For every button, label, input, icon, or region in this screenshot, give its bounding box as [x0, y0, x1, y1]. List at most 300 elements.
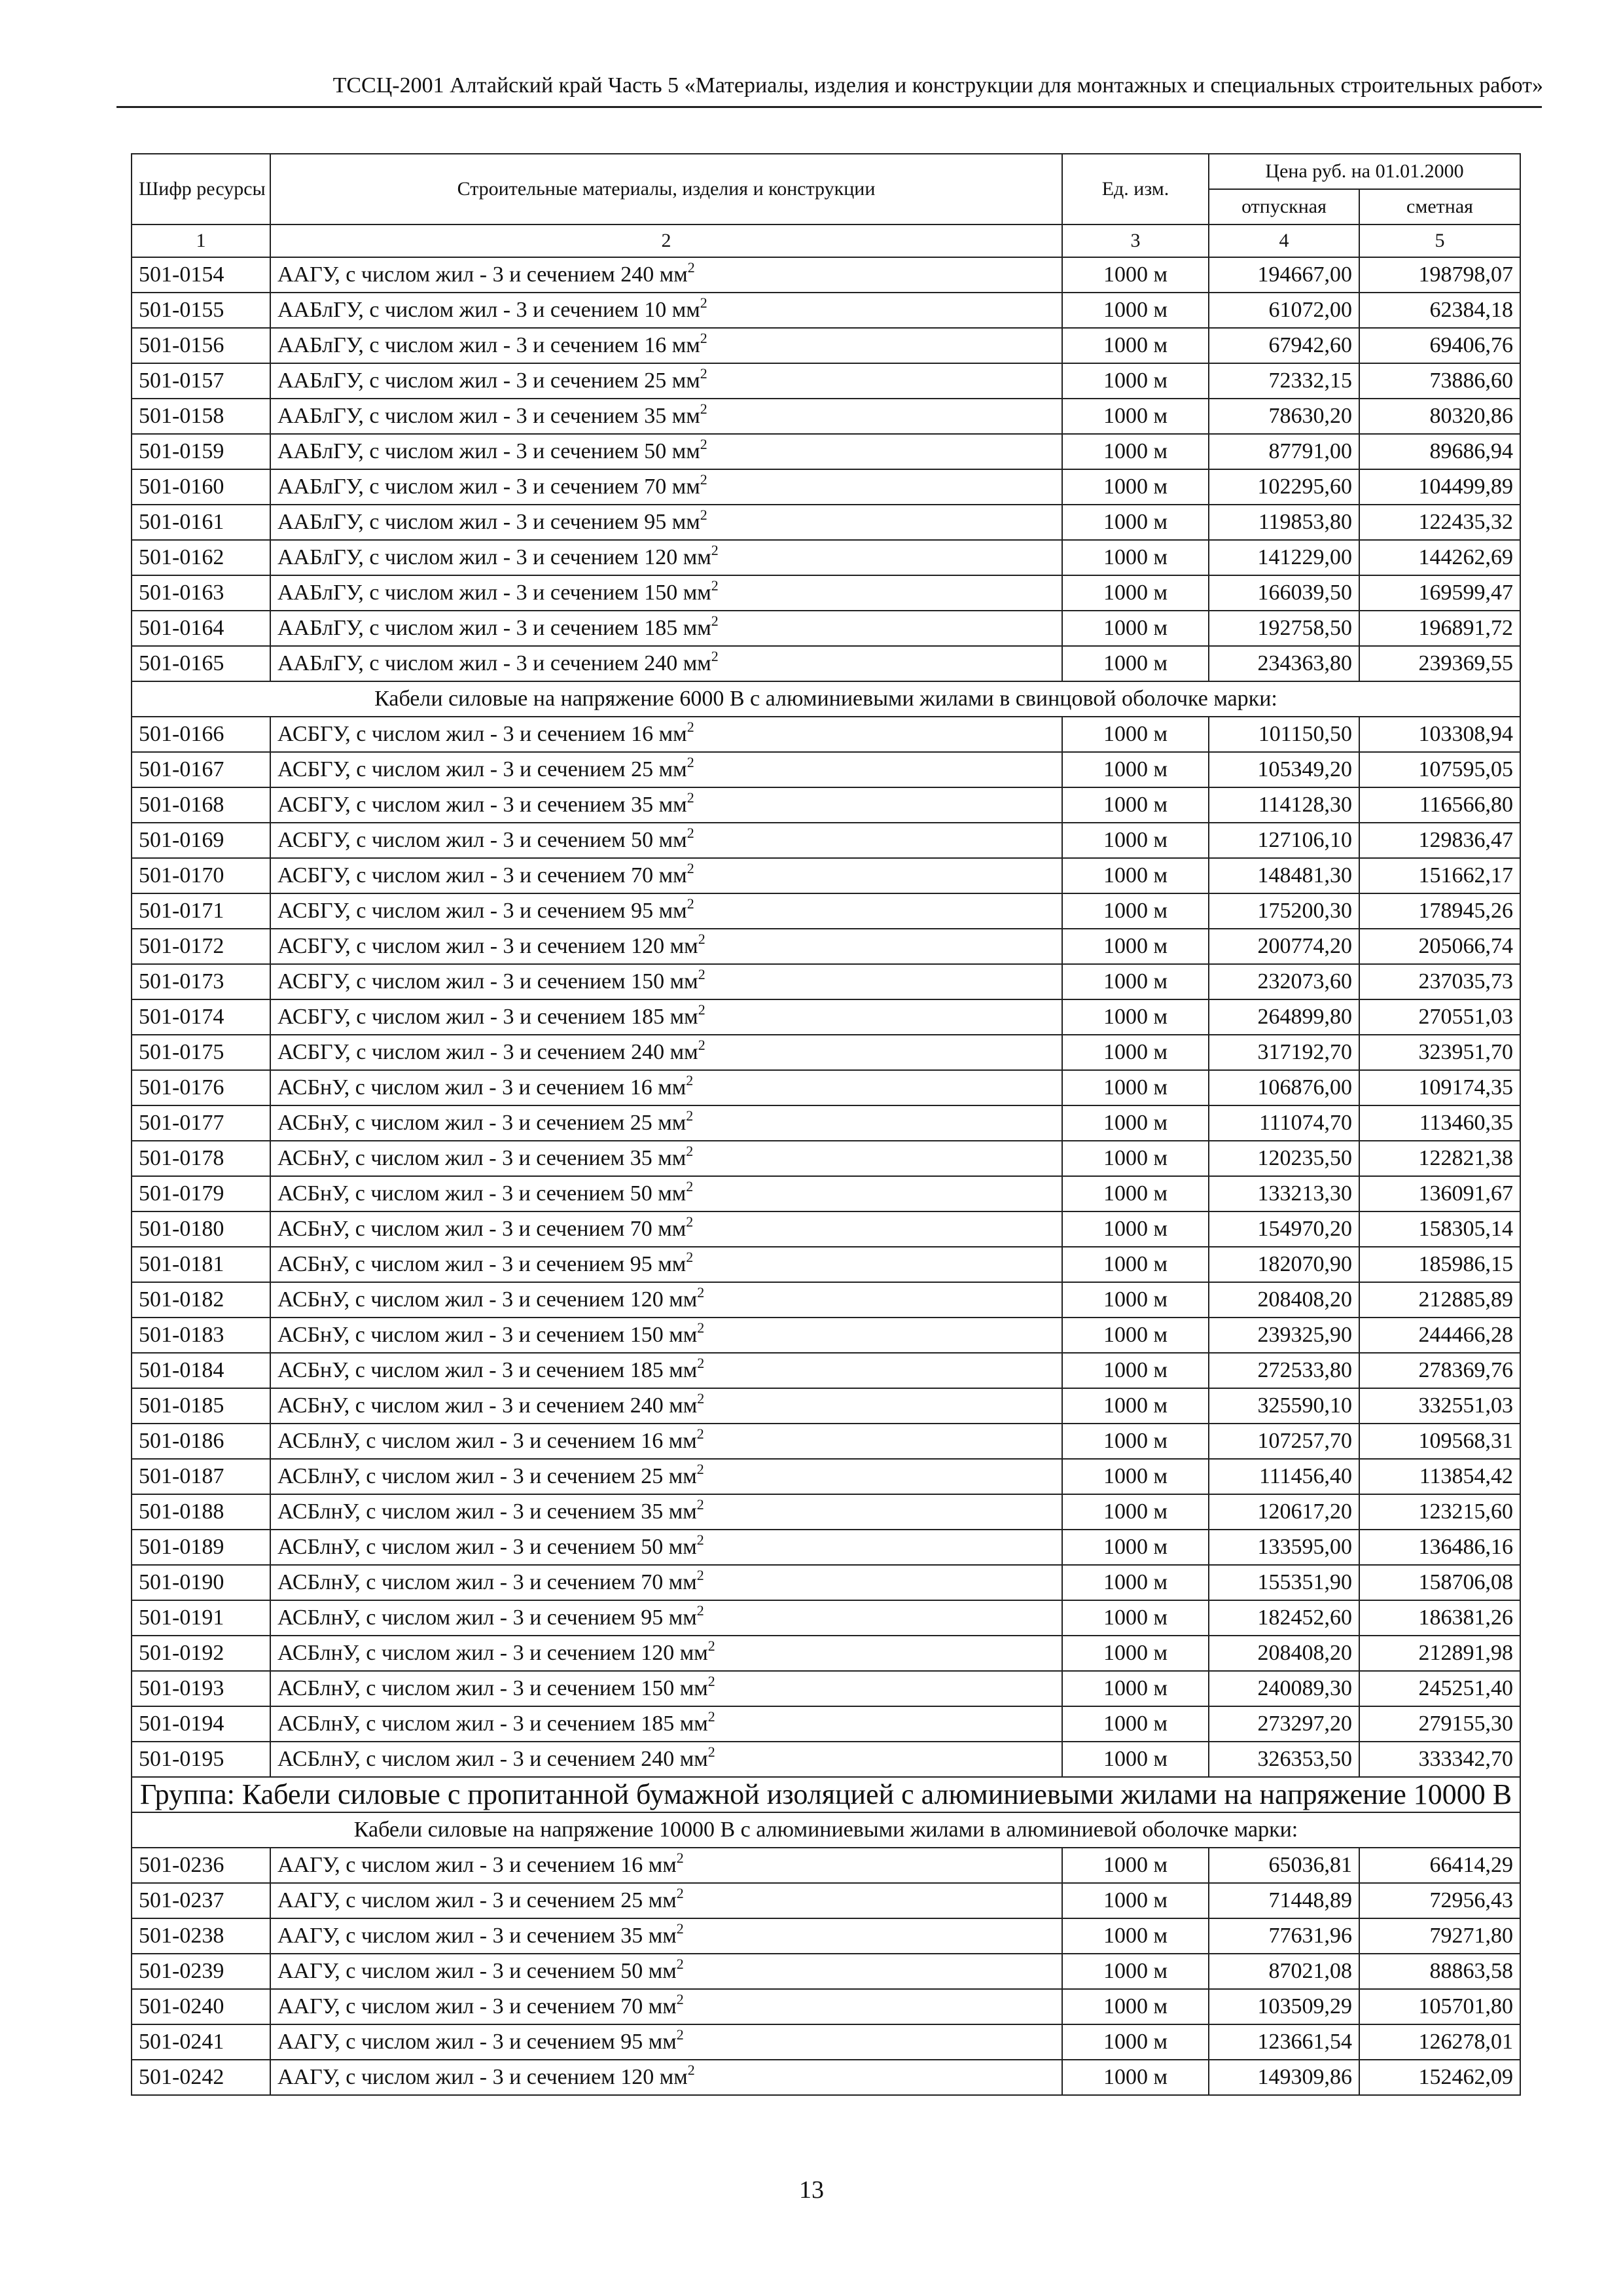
- resource-code-cell: 501-0156: [132, 328, 270, 363]
- material-name-text: АСБнУ, с числом жил - 3 и сечением 185 мм: [277, 1358, 698, 1382]
- unit-superscript: 2: [686, 1249, 694, 1265]
- release-price-cell: 105349,20: [1209, 752, 1359, 787]
- resource-code-cell: 501-0168: [132, 787, 270, 823]
- material-name-cell: [270, 929, 1062, 964]
- release-price-cell: 103509,29: [1209, 1989, 1359, 2024]
- table-row: [132, 2024, 1520, 2060]
- unit-superscript: 2: [686, 1213, 694, 1230]
- unit-superscript: 2: [711, 542, 719, 558]
- table-body: [132, 257, 1520, 2095]
- resource-code-cell: 501-0186: [132, 1424, 270, 1459]
- release-price-cell: 133595,00: [1209, 1530, 1359, 1565]
- resource-code-cell: 501-0182: [132, 1282, 270, 1318]
- material-name-cell: [270, 858, 1062, 893]
- unit-superscript: 2: [696, 1461, 704, 1477]
- unit-superscript: 2: [687, 825, 694, 841]
- estimate-price-cell: 105701,80: [1359, 1989, 1520, 2024]
- unit-cell: 1000 м: [1062, 2024, 1209, 2060]
- table-row: [132, 999, 1520, 1035]
- material-name-text: АСБнУ, с числом жил - 3 и сечением 120 мм: [277, 1287, 698, 1312]
- unit-superscript: 2: [700, 401, 707, 417]
- material-name-text: АСБГУ, с числом жил - 3 и сечением 185 мм: [277, 1005, 698, 1029]
- estimate-price-cell: 129836,47: [1359, 823, 1520, 858]
- unit-cell: 1000 м: [1062, 1530, 1209, 1565]
- release-price-cell: 317192,70: [1209, 1035, 1359, 1070]
- unit-cell: 1000 м: [1062, 1211, 1209, 1247]
- material-name-text: АСБлнУ, с числом жил - 3 и сечением 50 мм: [277, 1535, 697, 1559]
- release-price-cell: 114128,30: [1209, 787, 1359, 823]
- release-price-cell: 61072,00: [1209, 293, 1359, 328]
- release-price-cell: 102295,60: [1209, 469, 1359, 505]
- unit-cell: 1000 м: [1062, 893, 1209, 929]
- material-name-cell: [270, 1459, 1062, 1494]
- material-name-cell: [270, 505, 1062, 540]
- release-price-cell: 208408,20: [1209, 1636, 1359, 1671]
- section-heading-row: [132, 681, 1520, 717]
- resource-code-cell: 501-0183: [132, 1318, 270, 1353]
- unit-cell: 1000 м: [1062, 1353, 1209, 1388]
- unit-cell: 1000 м: [1062, 1176, 1209, 1211]
- unit-cell: 1000 м: [1062, 823, 1209, 858]
- unit-superscript: 2: [696, 1532, 704, 1548]
- resource-code-cell: 501-0185: [132, 1388, 270, 1424]
- unit-superscript: 2: [697, 1390, 705, 1407]
- table-row: [132, 1989, 1520, 2024]
- material-name-text: ААБлГУ, с числом жил - 3 и сечением 150 мм: [277, 581, 711, 605]
- material-name-text: АСБлнУ, с числом жил - 3 и сечением 185 мм: [277, 1712, 708, 1736]
- unit-cell: 1000 м: [1062, 575, 1209, 611]
- resource-code-cell: 501-0159: [132, 434, 270, 469]
- release-price-cell: 127106,10: [1209, 823, 1359, 858]
- estimate-price-cell: 62384,18: [1359, 293, 1520, 328]
- table-row: [132, 328, 1520, 363]
- resource-code-cell: 501-0188: [132, 1494, 270, 1530]
- release-price-cell: 175200,30: [1209, 893, 1359, 929]
- material-name-cell: [270, 1706, 1062, 1742]
- unit-cell: 1000 м: [1062, 1918, 1209, 1954]
- table-row: [132, 293, 1520, 328]
- material-name-text: АСБнУ, с числом жил - 3 и сечением 95 мм: [277, 1252, 687, 1276]
- resource-code-cell: 501-0177: [132, 1105, 270, 1141]
- material-name-text: АСБГУ, с числом жил - 3 и сечением 25 мм: [277, 757, 687, 781]
- unit-cell: 1000 м: [1062, 1742, 1209, 1777]
- material-name-cell: [270, 1565, 1062, 1600]
- estimate-price-cell: 158706,08: [1359, 1565, 1520, 1600]
- release-price-cell: 166039,50: [1209, 575, 1359, 611]
- estimate-price-cell: 332551,03: [1359, 1388, 1520, 1424]
- material-name-cell: [270, 469, 1062, 505]
- material-name-cell: [270, 399, 1062, 434]
- release-price-cell: 264899,80: [1209, 999, 1359, 1035]
- material-name-cell: [270, 2060, 1062, 2095]
- resource-code-cell: 501-0193: [132, 1671, 270, 1706]
- unit-cell: 1000 м: [1062, 505, 1209, 540]
- table-row: [132, 257, 1520, 293]
- estimate-price-cell: 109174,35: [1359, 1070, 1520, 1105]
- table-row: [132, 1742, 1520, 1777]
- header-price-estimate: сметная: [1359, 189, 1520, 224]
- estimate-price-cell: 198798,07: [1359, 257, 1520, 293]
- material-name-text: ААБлГУ, с числом жил - 3 и сечением 50 мм: [277, 439, 700, 463]
- material-name-cell: [270, 1494, 1062, 1530]
- release-price-cell: 67942,60: [1209, 328, 1359, 363]
- estimate-price-cell: 80320,86: [1359, 399, 1520, 434]
- resource-code-cell: 501-0155: [132, 293, 270, 328]
- section-heading: Кабели силовые на напряжение 6000 В с алюминиевыми жилами в свинцовой оболочке марки:: [132, 681, 1520, 717]
- unit-superscript: 2: [697, 1284, 705, 1300]
- material-name-cell: [270, 1918, 1062, 1954]
- release-price-cell: 200774,20: [1209, 929, 1359, 964]
- material-name-text: ААБлГУ, с числом жил - 3 и сечением 35 мм: [277, 404, 700, 428]
- unit-superscript: 2: [698, 966, 705, 982]
- unit-superscript: 2: [697, 1319, 705, 1336]
- material-name-cell: [270, 1070, 1062, 1105]
- estimate-price-cell: 116566,80: [1359, 787, 1520, 823]
- unit-superscript: 2: [711, 648, 719, 664]
- material-name-cell: [270, 717, 1062, 752]
- material-name-text: АСБнУ, с числом жил - 3 и сечением 150 мм: [277, 1323, 698, 1347]
- release-price-cell: 87021,08: [1209, 1954, 1359, 1989]
- resource-code-cell: 501-0175: [132, 1035, 270, 1070]
- table-row: [132, 2060, 1520, 2095]
- resource-code-cell: 501-0170: [132, 858, 270, 893]
- table-row: [132, 717, 1520, 752]
- material-name-text: АСБлнУ, с числом жил - 3 и сечением 240 мм: [277, 1747, 708, 1771]
- material-name-text: АСБГУ, с числом жил - 3 и сечением 240 мм: [277, 1040, 698, 1064]
- material-name-text: ААГУ, с числом жил - 3 и сечением 95 мм: [277, 2030, 677, 2054]
- table-row: [132, 575, 1520, 611]
- unit-cell: 1000 м: [1062, 1247, 1209, 1282]
- material-name-text: АСБГУ, с числом жил - 3 и сечением 95 мм: [277, 899, 687, 923]
- material-name-text: АСБГУ, с числом жил - 3 и сечением 16 мм: [277, 722, 687, 746]
- unit-superscript: 2: [707, 1708, 715, 1725]
- material-name-text: ААГУ, с числом жил - 3 и сечением 70 мм: [277, 1994, 677, 2018]
- material-name-text: ААГУ, с числом жил - 3 и сечением 50 мм: [277, 1959, 677, 1983]
- page-number: 13: [799, 2176, 824, 2204]
- table-row: [132, 505, 1520, 540]
- estimate-price-cell: 212885,89: [1359, 1282, 1520, 1318]
- material-name-cell: [270, 293, 1062, 328]
- column-numbers-row: [132, 224, 1520, 257]
- material-name-text: ААГУ, с числом жил - 3 и сечением 25 мм: [277, 1888, 677, 1912]
- release-price-cell: 77631,96: [1209, 1918, 1359, 1954]
- unit-cell: 1000 м: [1062, 1706, 1209, 1742]
- table-row: [132, 787, 1520, 823]
- table-row: [132, 823, 1520, 858]
- material-name-text: АСБГУ, с числом жил - 3 и сечением 70 мм: [277, 863, 687, 888]
- header-price: Цена руб. на 01.01.2000: [1209, 154, 1520, 189]
- unit-superscript: 2: [698, 1037, 705, 1053]
- resource-code-cell: 501-0167: [132, 752, 270, 787]
- column-number: 5: [1359, 224, 1520, 257]
- material-name-text: ААБлГУ, с числом жил - 3 и сечением 70 мм: [277, 475, 700, 499]
- table-row: [132, 1954, 1520, 1989]
- table-row: [132, 1211, 1520, 1247]
- material-name-text: АСБнУ, с числом жил - 3 и сечением 35 мм: [277, 1146, 687, 1170]
- resource-code-cell: 501-0192: [132, 1636, 270, 1671]
- unit-cell: 1000 м: [1062, 1600, 1209, 1636]
- resource-code-cell: 501-0173: [132, 964, 270, 999]
- table-row: [132, 1070, 1520, 1105]
- material-name-cell: [270, 1848, 1062, 1883]
- resource-code-cell: 501-0166: [132, 717, 270, 752]
- estimate-price-cell: 122435,32: [1359, 505, 1520, 540]
- unit-superscript: 2: [697, 1355, 705, 1371]
- unit-cell: 1000 м: [1062, 363, 1209, 399]
- table-row: [132, 1353, 1520, 1388]
- resource-code-cell: 501-0172: [132, 929, 270, 964]
- estimate-price-cell: 107595,05: [1359, 752, 1520, 787]
- estimate-price-cell: 152462,09: [1359, 2060, 1520, 2095]
- resource-code-cell: 501-0160: [132, 469, 270, 505]
- unit-superscript: 2: [687, 754, 694, 770]
- unit-cell: 1000 м: [1062, 611, 1209, 646]
- price-table: [131, 153, 1521, 2096]
- material-name-cell: [270, 1282, 1062, 1318]
- resource-code-cell: 501-0158: [132, 399, 270, 434]
- unit-cell: 1000 м: [1062, 1318, 1209, 1353]
- estimate-price-cell: 245251,40: [1359, 1671, 1520, 1706]
- unit-superscript: 2: [686, 1107, 694, 1124]
- material-name-cell: [270, 1141, 1062, 1176]
- column-number: 2: [270, 224, 1062, 257]
- table-row: [132, 1494, 1520, 1530]
- unit-cell: 1000 м: [1062, 257, 1209, 293]
- resource-code-cell: 501-0242: [132, 2060, 270, 2095]
- release-price-cell: 192758,50: [1209, 611, 1359, 646]
- release-price-cell: 239325,90: [1209, 1318, 1359, 1353]
- column-number: 1: [132, 224, 270, 257]
- material-name-text: ААГУ, с числом жил - 3 и сечением 16 мм: [277, 1853, 677, 1877]
- table-row: [132, 1848, 1520, 1883]
- group-heading: Группа: Кабели силовые с пропитанной бумажной изоляцией с алюминиевыми жилами на напряжение 10000 В: [132, 1777, 1520, 1812]
- table-header: [132, 154, 1520, 257]
- release-price-cell: 240089,30: [1209, 1671, 1359, 1706]
- unit-superscript: 2: [711, 577, 719, 594]
- estimate-price-cell: 333342,70: [1359, 1742, 1520, 1777]
- material-name-cell: [270, 1035, 1062, 1070]
- unit-superscript: 2: [687, 860, 694, 876]
- material-name-cell: [270, 1954, 1062, 1989]
- table-row: [132, 1671, 1520, 1706]
- release-price-cell: 234363,80: [1209, 646, 1359, 681]
- material-name-cell: [270, 964, 1062, 999]
- material-name-cell: [270, 363, 1062, 399]
- material-name-cell: [270, 575, 1062, 611]
- resource-code-cell: 501-0162: [132, 540, 270, 575]
- unit-superscript: 2: [696, 1602, 704, 1619]
- section-heading-row: [132, 1812, 1520, 1848]
- unit-superscript: 2: [676, 1885, 684, 1901]
- material-name-text: АСБнУ, с числом жил - 3 и сечением 16 мм: [277, 1075, 687, 1100]
- table-row: [132, 964, 1520, 999]
- unit-superscript: 2: [676, 1850, 684, 1866]
- unit-cell: 1000 м: [1062, 964, 1209, 999]
- material-name-cell: [270, 1318, 1062, 1353]
- release-price-cell: 182070,90: [1209, 1247, 1359, 1282]
- section-heading: Кабели силовые на напряжение 10000 В с алюминиевыми жилами в алюминиевой оболочке марки:: [132, 1812, 1520, 1848]
- resource-code-cell: 501-0164: [132, 611, 270, 646]
- table-row: [132, 858, 1520, 893]
- estimate-price-cell: 244466,28: [1359, 1318, 1520, 1353]
- unit-cell: 1000 м: [1062, 717, 1209, 752]
- unit-cell: 1000 м: [1062, 1494, 1209, 1530]
- release-price-cell: 326353,50: [1209, 1742, 1359, 1777]
- resource-code-cell: 501-0180: [132, 1211, 270, 1247]
- table-row: [132, 1318, 1520, 1353]
- material-name-cell: [270, 823, 1062, 858]
- table-row: [132, 1141, 1520, 1176]
- release-price-cell: 141229,00: [1209, 540, 1359, 575]
- unit-superscript: 2: [676, 1920, 684, 1937]
- unit-cell: 1000 м: [1062, 469, 1209, 505]
- estimate-price-cell: 66414,29: [1359, 1848, 1520, 1883]
- release-price-cell: 119853,80: [1209, 505, 1359, 540]
- estimate-price-cell: 122821,38: [1359, 1141, 1520, 1176]
- resource-code-cell: 501-0236: [132, 1848, 270, 1883]
- unit-superscript: 2: [707, 1638, 715, 1654]
- estimate-price-cell: 136486,16: [1359, 1530, 1520, 1565]
- material-name-cell: [270, 893, 1062, 929]
- material-name-text: ААБлГУ, с числом жил - 3 и сечением 185 мм: [277, 616, 711, 640]
- material-name-cell: [270, 1353, 1062, 1388]
- release-price-cell: 71448,89: [1209, 1883, 1359, 1918]
- unit-cell: 1000 м: [1062, 929, 1209, 964]
- unit-superscript: 2: [700, 436, 707, 452]
- unit-cell: 1000 м: [1062, 1989, 1209, 2024]
- material-name-cell: [270, 1636, 1062, 1671]
- material-name-text: АСБлнУ, с числом жил - 3 и сечением 35 мм: [277, 1499, 697, 1524]
- material-name-text: АСБГУ, с числом жил - 3 и сечением 50 мм: [277, 828, 687, 852]
- material-name-cell: [270, 752, 1062, 787]
- material-name-text: АСБлнУ, с числом жил - 3 и сечением 25 мм: [277, 1464, 697, 1488]
- estimate-price-cell: 104499,89: [1359, 469, 1520, 505]
- table-row: [132, 1247, 1520, 1282]
- unit-cell: 1000 м: [1062, 434, 1209, 469]
- table-row: [132, 1176, 1520, 1211]
- table-row: [132, 1565, 1520, 1600]
- unit-cell: 1000 м: [1062, 1565, 1209, 1600]
- unit-superscript: 2: [676, 2026, 684, 2043]
- unit-cell: 1000 м: [1062, 328, 1209, 363]
- estimate-price-cell: 186381,26: [1359, 1600, 1520, 1636]
- table-row: [132, 1282, 1520, 1318]
- unit-superscript: 2: [707, 1744, 715, 1760]
- resource-code-cell: 501-0237: [132, 1883, 270, 1918]
- release-price-cell: 325590,10: [1209, 1388, 1359, 1424]
- material-name-text: АСБнУ, с числом жил - 3 и сечением 240 мм: [277, 1393, 698, 1418]
- resource-code-cell: 501-0238: [132, 1918, 270, 1954]
- material-name-text: ААБлГУ, с числом жил - 3 и сечением 16 мм: [277, 333, 700, 357]
- estimate-price-cell: 123215,60: [1359, 1494, 1520, 1530]
- release-price-cell: 232073,60: [1209, 964, 1359, 999]
- unit-superscript: 2: [696, 1496, 704, 1513]
- resource-code-cell: 501-0239: [132, 1954, 270, 1989]
- material-name-cell: [270, 611, 1062, 646]
- resource-code-cell: 501-0181: [132, 1247, 270, 1282]
- unit-superscript: 2: [696, 1426, 704, 1442]
- material-name-cell: [270, 1424, 1062, 1459]
- estimate-price-cell: 278369,76: [1359, 1353, 1520, 1388]
- estimate-price-cell: 88863,58: [1359, 1954, 1520, 1989]
- table-row: [132, 1883, 1520, 1918]
- table-row: [132, 1105, 1520, 1141]
- material-name-text: АСБнУ, с числом жил - 3 и сечением 25 мм: [277, 1111, 687, 1135]
- table-row: [132, 540, 1520, 575]
- unit-cell: 1000 м: [1062, 787, 1209, 823]
- table-row: [132, 1600, 1520, 1636]
- release-price-cell: 101150,50: [1209, 717, 1359, 752]
- release-price-cell: 273297,20: [1209, 1706, 1359, 1742]
- unit-superscript: 2: [700, 295, 707, 311]
- material-name-text: АСБлнУ, с числом жил - 3 и сечением 70 мм: [277, 1570, 697, 1594]
- unit-cell: 1000 м: [1062, 1388, 1209, 1424]
- unit-superscript: 2: [698, 1001, 705, 1018]
- unit-cell: 1000 м: [1062, 1141, 1209, 1176]
- resource-code-cell: 501-0184: [132, 1353, 270, 1388]
- release-price-cell: 208408,20: [1209, 1282, 1359, 1318]
- unit-superscript: 2: [676, 1991, 684, 2007]
- unit-superscript: 2: [711, 613, 719, 629]
- unit-superscript: 2: [700, 507, 707, 523]
- material-name-cell: [270, 1600, 1062, 1636]
- material-name-cell: [270, 999, 1062, 1035]
- resource-code-cell: 501-0169: [132, 823, 270, 858]
- estimate-price-cell: 178945,26: [1359, 893, 1520, 929]
- unit-superscript: 2: [686, 1072, 694, 1088]
- material-name-text: ААБлГУ, с числом жил - 3 и сечением 10 мм: [277, 298, 700, 322]
- estimate-price-cell: 72956,43: [1359, 1883, 1520, 1918]
- release-price-cell: 72332,15: [1209, 363, 1359, 399]
- material-name-text: ААГУ, с числом жил - 3 и сечением 120 мм: [277, 2065, 688, 2089]
- table-row: [132, 363, 1520, 399]
- resource-code-cell: 501-0161: [132, 505, 270, 540]
- estimate-price-cell: 103308,94: [1359, 717, 1520, 752]
- estimate-price-cell: 69406,76: [1359, 328, 1520, 363]
- resource-code-cell: 501-0189: [132, 1530, 270, 1565]
- material-name-cell: [270, 257, 1062, 293]
- table-row: [132, 1459, 1520, 1494]
- resource-code-cell: 501-0178: [132, 1141, 270, 1176]
- resource-code-cell: 501-0163: [132, 575, 270, 611]
- unit-superscript: 2: [686, 1143, 694, 1159]
- table-row: [132, 1530, 1520, 1565]
- unit-superscript: 2: [687, 2062, 695, 2078]
- material-name-text: АСБГУ, с числом жил - 3 и сечением 35 мм: [277, 793, 687, 817]
- material-name-text: АСБлнУ, с числом жил - 3 и сечением 16 мм: [277, 1429, 697, 1453]
- estimate-price-cell: 136091,67: [1359, 1176, 1520, 1211]
- material-name-cell: [270, 1105, 1062, 1141]
- unit-superscript: 2: [687, 259, 695, 276]
- release-price-cell: 120235,50: [1209, 1141, 1359, 1176]
- material-name-text: АСБГУ, с числом жил - 3 и сечением 150 мм: [277, 969, 698, 994]
- table-row: [132, 646, 1520, 681]
- estimate-price-cell: 73886,60: [1359, 363, 1520, 399]
- material-name-cell: [270, 1989, 1062, 2024]
- release-price-cell: 111074,70: [1209, 1105, 1359, 1141]
- unit-cell: 1000 м: [1062, 1954, 1209, 1989]
- table-row: [132, 752, 1520, 787]
- resource-code-cell: 501-0194: [132, 1706, 270, 1742]
- unit-superscript: 2: [676, 1956, 684, 1972]
- material-name-cell: [270, 1211, 1062, 1247]
- material-name-text: АСБнУ, с числом жил - 3 и сечением 70 мм: [277, 1217, 687, 1241]
- table-row: [132, 1035, 1520, 1070]
- estimate-price-cell: 185986,15: [1359, 1247, 1520, 1282]
- material-name-text: ААГУ, с числом жил - 3 и сечением 35 мм: [277, 1924, 677, 1948]
- unit-superscript: 2: [707, 1673, 715, 1689]
- table-row: [132, 1706, 1520, 1742]
